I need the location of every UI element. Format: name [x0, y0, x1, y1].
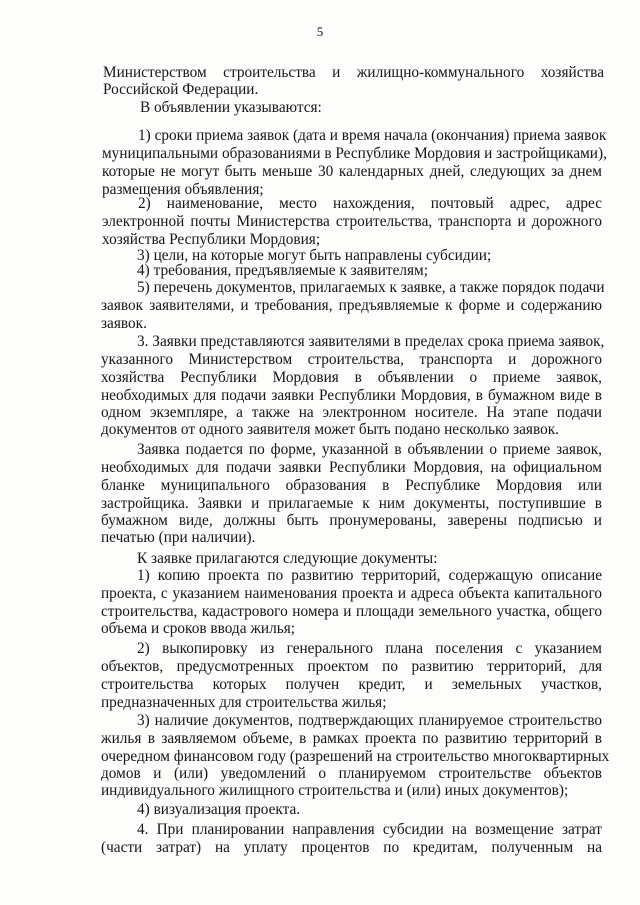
text-line: застройщика. Заявки и прилагаемые к ним документы, поступившие в [101, 495, 602, 512]
text-line: домов и (или) уведомлений о планируемом строительстве объектов [101, 765, 602, 782]
text-line: заявок. [101, 315, 147, 332]
text-line: Российской Федерации. [103, 81, 259, 98]
text-line: одном экземпляре, а также на электронном носителе. На этапе подачи [101, 404, 602, 421]
text-line: 3) цели, на которые могут быть направлены субсидии; [137, 247, 492, 264]
text-line: необходимых для подачи заявки Республики Мордовия, в бумажном виде в [101, 387, 602, 404]
text-line: объектов, предусмотренных проектом по развитию территорий, для [101, 658, 602, 675]
text-line: 1) сроки приема заявок (дата и время начала (окончания) приема заявок [138, 127, 607, 144]
text-line: строительства которых получен кредит, и земельных участков, [101, 676, 602, 693]
text-line: Заявка подается по форме, указанной в объявлении о приеме заявок, [137, 441, 602, 458]
text-line: 4) требования, предъявляемые к заявителям; [137, 262, 428, 279]
text-line: указанного Министерством строительства, транспорта и дорожного [101, 351, 602, 368]
text-line: проекта, с указанием наименования проекта и адреса объекта капитального [101, 585, 602, 602]
text-line: бумажном виде, должны быть пронумерованы, заверены подписью и [101, 512, 602, 529]
text-line: жилья в заявляемом объеме, в рамках проекта по развитию территорий в [101, 730, 602, 747]
text-line: заявок заявителями, и требования, предъявляемые к форме и содержанию [101, 297, 602, 314]
text-line: 4) визуализация проекта. [137, 801, 301, 818]
text-line: которые не могут быть меньше 30 календарных дней, следующих за днем [102, 163, 602, 180]
text-line: 2) наименование, место нахождения, почтовый адрес, адрес [138, 195, 602, 212]
text-line: В объявлении указываются: [140, 99, 322, 116]
text-line: муниципальными образованиями в Республике Мордовия и застройщиками), [102, 145, 607, 162]
text-line: строительства, кадастрового номера и площади земельного участка, общего [101, 603, 602, 620]
text-line: хозяйства Республики Мордовия; [102, 231, 321, 248]
text-line: 4. При планировании направления субсидии на возмещение затрат [137, 821, 602, 838]
text-line: размещения объявления; [102, 181, 264, 198]
text-line: хозяйства Республики Мордовия в объявлении о приеме заявок, [101, 369, 602, 386]
text-line: предназначенных для строительства жилья; [101, 694, 387, 711]
text-line: электронной почты Министерства строительства, транспорта и дорожного [102, 213, 602, 230]
text-line: документов от одного заявителя может быть подано несколько заявок. [101, 421, 559, 438]
text-line: необходимых для подачи заявки Республики Мордовия, на официальном [101, 459, 602, 476]
text-line: 3) наличие документов, подтверждающих планируемое строительство [137, 712, 602, 729]
text-line: 1) копию проекта по развитию территорий, содержащую описание [137, 567, 602, 584]
text-line: 5) перечень документов, прилагаемых к заявке, а также порядок подачи [137, 279, 605, 296]
text-line: печатью (при наличии). [101, 529, 256, 546]
text-line: Министерством строительства и жилищно-коммунального хозяйства [103, 64, 604, 81]
text-line: очередном финансовом году (разрешений на строительство многоквартирных [101, 748, 610, 765]
text-line: К заявке прилагаются следующие документы: [137, 550, 438, 567]
text-line: бланке муниципального образования в Республике Мордовия или [101, 477, 602, 494]
text-line: 3. Заявки представляются заявителями в пределах срока приема заявок, [137, 333, 605, 350]
text-line: (части затрат) на уплату процентов по кредитам, полученным на [101, 839, 602, 856]
text-line: 2) выкопировку из генерального плана поселения с указанием [137, 640, 602, 657]
page-number: 5 [316, 24, 324, 39]
text-line: индивидуального жилищного строительства и (или) иных документов); [101, 782, 569, 799]
text-line: объема и сроков ввода жилья; [101, 620, 295, 637]
